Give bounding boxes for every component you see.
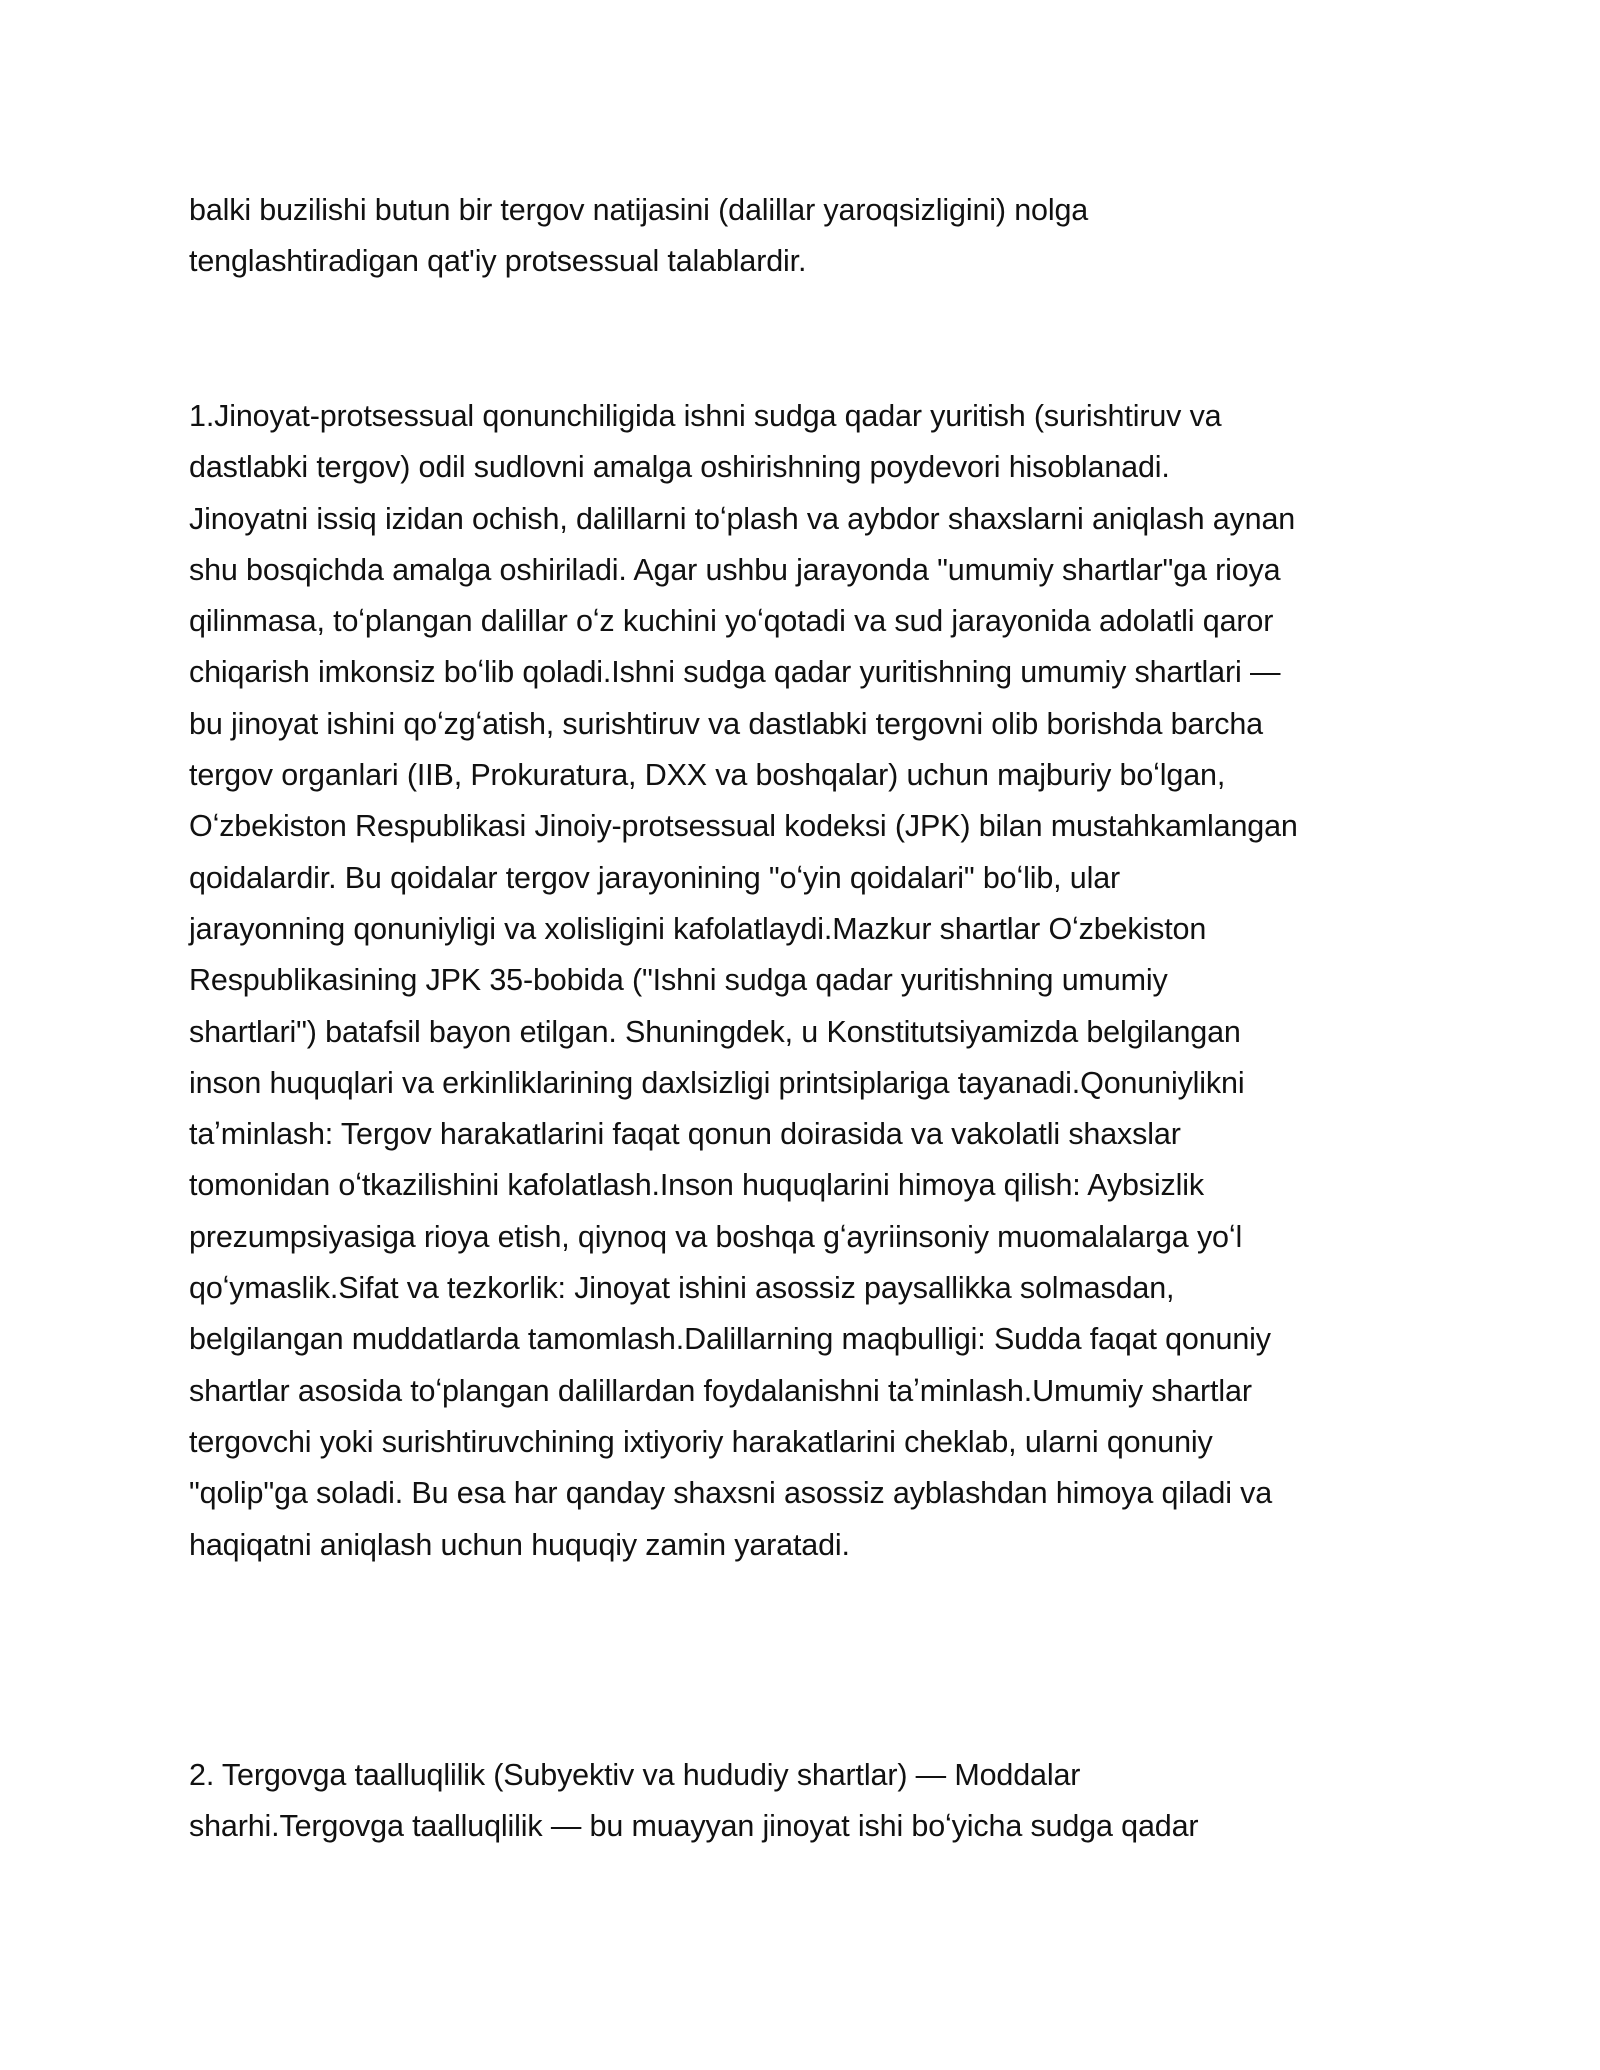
text-line: belgilangan muddatlarda tamomlash.Dalillarning maqbulligi: Sudda faqat qonuniy — [189, 1322, 1271, 1357]
text-line: chiqarish imkonsiz boʻlib qoladi.Ishni sudga qadar yuritishning umumiy shartlari — — [189, 655, 1281, 690]
text-line: dastlabki tergov) odil sudlovni amalga oshirishning poydevori hisoblanadi. — [189, 450, 1170, 485]
paragraph-section-1 — [189, 391, 1434, 1571]
text-line: Jinoyatni issiq izidan ochish, dalillarni toʻplash va aybdor shaxslarni aniqlash aynan — [189, 501, 1296, 536]
text-line: tenglashtiradigan qat'iy protsessual talablardir. — [189, 244, 807, 279]
text-line: inson huquqlari va erkinliklarining daxlsizligi printsiplariga tayanadi.Qonuniylikni — [189, 1065, 1245, 1100]
text-line: Oʻzbekiston Respublikasi Jinoiy-protsessual kodeksi (JPK) bilan mustahkamlangan — [189, 809, 1298, 844]
text-line: "qolip"ga soladi. Bu esa har qanday shaxsni asossiz ayblashdan himoya qiladi va — [189, 1476, 1273, 1511]
text-line: jarayonning qonuniyligi va xolisligini kafolatlaydi.Mazkur shartlar Oʻzbekiston — [189, 911, 1207, 946]
text-line: bu jinoyat ishini qoʻzgʻatish, surishtiruv va dastlabki tergovni olib borishda barcha — [189, 706, 1263, 741]
text-line: tergov organlari (IIB, Prokuratura, DXX va boshqalar) uchun majburiy boʻlgan, — [189, 758, 1226, 793]
text-line: shu bosqichda amalga oshiriladi. Agar ushbu jarayonda "umumiy shartlar"ga rioya — [189, 552, 1281, 587]
text-line: 1.Jinoyat-protsessual qonunchiligida ishni sudga qadar yuritish (surishtiruv va — [189, 399, 1222, 433]
text-line: shartlar asosida toʻplangan dalillardan foydalanishni taʼminlash.Umumiy shartlar — [189, 1373, 1252, 1408]
text-line: prezumpsiyasiga rioya etish, qiynoq va boshqa gʻayriinsoniy muomalalarga yoʻl — [189, 1219, 1243, 1254]
text-line: taʼminlash: Tergov harakatlarini faqat qonun doirasida va vakolatli shaxslar — [189, 1117, 1181, 1152]
text-line: shartlari") batafsil bayon etilgan. Shuningdek, u Konstitutsiyamizda belgilangan — [189, 1014, 1241, 1049]
text-line: 2. Tergovga taalluqlilik (Subyektiv va hududiy shartlar) — Moddalar — [189, 1758, 1081, 1792]
text-line: haqiqatni aniqlash uchun huquqiy zamin yaratadi. — [189, 1527, 850, 1562]
text-line: tomonidan oʻtkazilishini kafolatlash.Inson huquqlarini himoya qilish: Aybsizlik — [189, 1168, 1204, 1203]
text-line: qoʻymaslik.Sifat va tezkorlik: Jinoyat ishini asossiz paysallikka solmasdan, — [189, 1271, 1175, 1306]
text-line: tergovchi yoki surishtiruvchining ixtiyoriy harakatlarini cheklab, ularni qonuniy — [189, 1424, 1213, 1459]
text-line: Respublikasining JPK 35-bobida ("Ishni sudga qadar yuritishning umumiy — [189, 963, 1168, 998]
paragraph-section-2 — [189, 1750, 1434, 1853]
text-line: qoidalardir. Bu qoidalar tergov jarayonining "oʻyin qoidalari" boʻlib, ular — [189, 860, 1121, 895]
text-line: sharhi.Tergovga taalluqlilik — bu muayyan jinoyat ishi boʻyicha sudga qadar — [189, 1809, 1199, 1844]
paragraph-intro-continuation — [189, 185, 1434, 288]
text-line: balki buzilishi butun bir tergov natijasini (dalillar yaroqsizligini) nolga — [189, 193, 1089, 227]
text-line: qilinmasa, toʻplangan dalillar oʻz kuchini yoʻqotadi va sud jarayonida adolatli qaror — [189, 604, 1274, 639]
